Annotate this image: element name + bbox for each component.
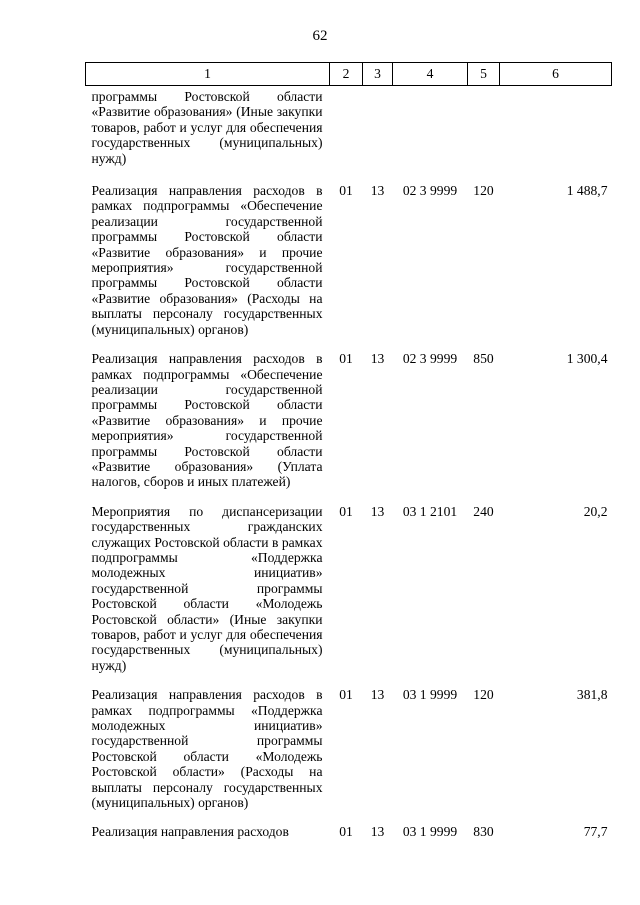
target-article-code — [393, 86, 468, 184]
section-code: 01 — [339, 824, 353, 840]
column-header-3: 3 — [363, 63, 393, 86]
table-row — [86, 687, 612, 824]
subsection-code: 13 — [370, 687, 385, 703]
table-row — [86, 351, 612, 504]
target-article-code: 02 3 9999 — [402, 351, 458, 367]
target-article-code: 03 1 9999 — [402, 687, 458, 703]
column-header-2: 2 — [330, 63, 363, 86]
amount: 1 300,4 — [566, 351, 608, 367]
expense-name: программы Ростовской области «Развитие образования» (Иные закупки товаров, работ и услуг для обеспечения государственных (муниципальных) нужд) — [91, 89, 323, 166]
expense-type-code — [468, 86, 500, 184]
expense-type-code: 120 — [473, 687, 494, 703]
table-header — [86, 63, 612, 86]
subsection-code: 13 — [370, 351, 385, 367]
table-row — [86, 504, 612, 687]
column-header-1: 1 — [86, 63, 330, 86]
target-article-code: 03 1 2101 — [402, 503, 458, 519]
table-row — [86, 824, 612, 839]
subsection-code — [363, 86, 393, 184]
column-header-5: 5 — [468, 63, 500, 86]
header-row — [86, 63, 612, 86]
amount: 77,7 — [583, 824, 608, 840]
expense-name: Реализация направления расходов в рамках подпрограммы «Обеспечение реализации государственной программы Ростовской области «Развитие образования» и прочие мероприятия» государственной программы Ростовской области «Развитие образования» (Уплата налогов, сборов и иных платежей) — [91, 351, 323, 490]
subsection-code: 13 — [370, 824, 385, 840]
amount — [500, 86, 612, 184]
expense-type-code: 830 — [473, 824, 494, 840]
expense-type-code: 120 — [473, 183, 494, 199]
section-code: 01 — [339, 351, 353, 367]
table-row — [86, 86, 612, 184]
table-body — [86, 86, 612, 840]
amount: 20,2 — [583, 503, 608, 519]
subsection-code: 13 — [370, 503, 385, 519]
target-article-code: 02 3 9999 — [402, 183, 458, 199]
expense-type-code: 850 — [473, 351, 494, 367]
expense-name: Реализация направления расходов в рамках подпрограммы «Поддержка молодежных инициатив» государственной программы Ростовской области «Молодежь Ростовской области» (Расходы на выплаты персоналу государственных (муниципальных) органов) — [91, 687, 323, 811]
column-header-4: 4 — [393, 63, 468, 86]
expense-name: Реализация направления расходов — [91, 824, 289, 840]
table-row — [86, 183, 612, 351]
column-header-6: 6 — [500, 63, 612, 86]
section-code: 01 — [339, 503, 353, 519]
target-article-code: 03 1 9999 — [402, 824, 458, 840]
amount: 1 488,7 — [566, 183, 608, 199]
section-code: 01 — [339, 687, 353, 703]
amount: 381,8 — [576, 687, 608, 703]
expense-name: Реализация направления расходов в рамках подпрограммы «Обеспечение реализации государственной программы Ростовской области «Развитие образования» и прочие мероприятия» государственной программы Ростовской области «Развитие образования» (Расходы на выплаты персоналу государственных (муниципальных) органов) — [91, 183, 323, 337]
page-number: 62 — [312, 28, 328, 44]
section-code — [330, 86, 363, 184]
expense-name: Мероприятия по диспансеризации государственных гражданских служащих Ростовской области в рамках подпрограммы «Поддержка молодежных инициатив» государственной программы Ростовской области «Молодежь Ростовской области» (Иные закупки товаров, работ и услуг для обеспечения государственных (муниципальных) нужд) — [91, 503, 323, 673]
expense-type-code: 240 — [473, 503, 494, 519]
section-code: 01 — [339, 183, 353, 199]
subsection-code: 13 — [370, 183, 385, 199]
budget-table — [85, 62, 612, 840]
